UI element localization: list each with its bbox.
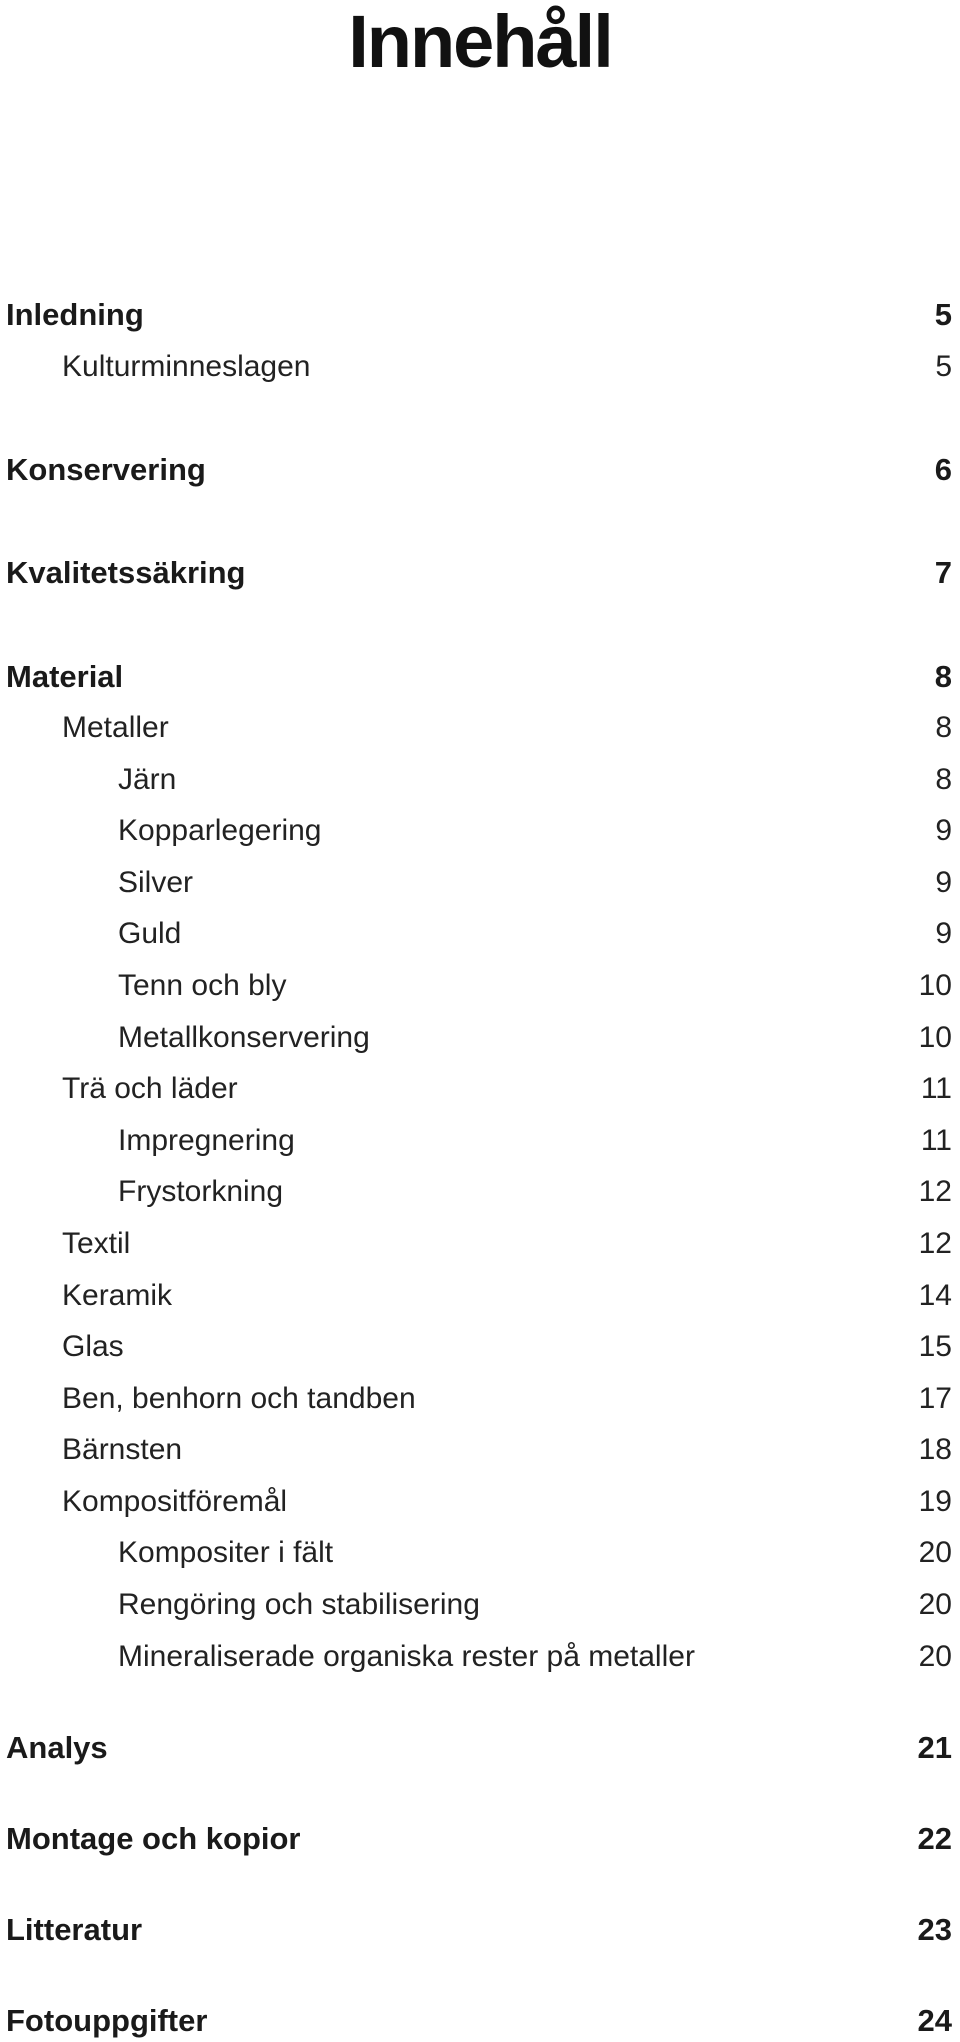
toc-entry-label: Rengöring och stabilisering bbox=[118, 1588, 480, 1621]
toc-entry-page: 19 bbox=[918, 1485, 952, 1518]
toc-entry-page: 10 bbox=[918, 969, 952, 1002]
toc-entry-page: 22 bbox=[917, 1821, 952, 1856]
toc-entry-kulturminneslagen[interactable] bbox=[6, 347, 952, 387]
toc-entry-page: 9 bbox=[935, 814, 952, 847]
toc-entry-page: 11 bbox=[920, 1124, 952, 1157]
toc-entry-page: 20 bbox=[918, 1536, 952, 1569]
toc-entry-label: Kompositer i fält bbox=[118, 1536, 334, 1569]
toc-entry-impregnering[interactable] bbox=[6, 1121, 952, 1161]
toc-entry-label: Impregnering bbox=[118, 1124, 295, 1157]
toc-entry-mineraliserade-organiska-rester[interactable] bbox=[6, 1637, 952, 1677]
toc-entry-label: Ben, benhorn och tandben bbox=[62, 1382, 416, 1415]
toc-entry-label: Metaller bbox=[62, 711, 169, 744]
toc-entry-label: Material bbox=[6, 659, 124, 694]
toc-entry-page: 6 bbox=[934, 452, 952, 487]
toc-entry-guld[interactable] bbox=[6, 914, 952, 954]
toc-entry-label: Litteratur bbox=[6, 1912, 143, 1947]
toc-entry-silver[interactable] bbox=[6, 863, 952, 903]
toc-entry-label: Mineraliserade organiska rester på metaller bbox=[118, 1640, 695, 1673]
toc-entry-label: Glas bbox=[62, 1330, 124, 1363]
toc-entry-textil[interactable] bbox=[6, 1224, 952, 1264]
toc-entry-kompositer-i-falt[interactable] bbox=[6, 1533, 952, 1573]
toc-entry-label: Tenn och bly bbox=[118, 969, 287, 1002]
toc-entry-konservering[interactable] bbox=[6, 450, 952, 490]
toc-entry-frystorkning[interactable] bbox=[6, 1172, 952, 1212]
toc-entry-barnsten[interactable] bbox=[6, 1430, 952, 1470]
toc-entry-inledning[interactable] bbox=[6, 295, 952, 335]
toc-entry-label: Analys bbox=[6, 1730, 108, 1765]
toc-entry-page: 15 bbox=[918, 1330, 952, 1363]
toc-entry-jarn[interactable] bbox=[6, 760, 952, 800]
toc-entry-page: 21 bbox=[917, 1730, 952, 1765]
toc-entry-label: Inledning bbox=[6, 297, 144, 332]
toc-entry-glas[interactable] bbox=[6, 1327, 952, 1367]
toc-entry-label: Frystorkning bbox=[118, 1175, 284, 1208]
toc-entry-label: Silver bbox=[118, 866, 194, 899]
toc-entry-keramik[interactable] bbox=[6, 1276, 952, 1316]
toc-entry-label: Textil bbox=[62, 1227, 131, 1260]
toc-entry-analys[interactable] bbox=[6, 1728, 952, 1768]
toc-entry-ben-benhorn-och-tandben[interactable] bbox=[6, 1379, 952, 1419]
toc-entry-page: 5 bbox=[934, 297, 952, 332]
toc-entry-page: 17 bbox=[918, 1382, 952, 1415]
toc-entry-page: 12 bbox=[918, 1175, 952, 1208]
toc-entry-page: 12 bbox=[918, 1227, 952, 1260]
toc-entry-kompositforemal[interactable] bbox=[6, 1482, 952, 1522]
toc-entry-page: 8 bbox=[935, 711, 952, 744]
toc-entry-page: 20 bbox=[918, 1640, 952, 1673]
toc-entry-label: Guld bbox=[118, 917, 182, 950]
toc-entry-label: Bärnsten bbox=[62, 1433, 183, 1466]
toc-entry-page: 20 bbox=[918, 1588, 952, 1621]
toc-entry-rengoring-och-stabilisering[interactable] bbox=[6, 1585, 952, 1625]
toc-entry-page: 7 bbox=[934, 555, 952, 590]
toc-entry-page: 18 bbox=[918, 1433, 952, 1466]
toc-entry-label: Kopparlegering bbox=[118, 814, 322, 847]
toc-entry-page: 11 bbox=[920, 1072, 952, 1105]
toc-entry-label: Montage och kopior bbox=[6, 1821, 301, 1856]
toc-entry-label: Kulturminneslagen bbox=[62, 350, 311, 383]
toc-entry-page: 8 bbox=[934, 659, 952, 694]
toc-entry-page: 9 bbox=[935, 866, 952, 899]
toc-entry-label: Fotouppgifter bbox=[6, 2003, 208, 2038]
toc-entry-kopparlegering[interactable] bbox=[6, 811, 952, 851]
toc-entry-label: Keramik bbox=[62, 1279, 173, 1312]
toc-entry-material[interactable] bbox=[6, 657, 952, 697]
toc-entry-metaller[interactable] bbox=[6, 708, 952, 748]
toc-entry-page: 8 bbox=[935, 763, 952, 796]
toc-entry-montage-och-kopior[interactable] bbox=[6, 1819, 952, 1859]
toc-entry-page: 14 bbox=[918, 1279, 952, 1312]
toc-entry-litteratur[interactable] bbox=[6, 1910, 952, 1950]
toc-entry-label: Kompositföremål bbox=[62, 1485, 288, 1518]
toc-entry-page: 5 bbox=[935, 350, 952, 383]
toc-entry-label: Trä och läder bbox=[62, 1072, 238, 1105]
toc-entry-page: 23 bbox=[917, 1912, 952, 1947]
toc-entry-label: Metallkonservering bbox=[118, 1021, 370, 1054]
toc-entry-fotouppgifter[interactable] bbox=[6, 2001, 952, 2041]
toc-entry-metallkonservering[interactable] bbox=[6, 1018, 952, 1058]
page-title: Innehåll bbox=[348, 0, 612, 83]
toc-entry-page: 10 bbox=[918, 1021, 952, 1054]
toc-entry-tra-och-lader[interactable] bbox=[6, 1069, 952, 1109]
toc-entry-label: Konservering bbox=[6, 452, 206, 487]
toc-entry-kvalitetssakring[interactable] bbox=[6, 553, 952, 593]
toc-entry-label: Kvalitetssäkring bbox=[6, 555, 246, 590]
toc-entry-page: 24 bbox=[917, 2003, 952, 2038]
toc-entry-tenn-och-bly[interactable] bbox=[6, 966, 952, 1006]
toc-entry-label: Järn bbox=[118, 763, 177, 796]
toc-entry-page: 9 bbox=[935, 917, 952, 950]
